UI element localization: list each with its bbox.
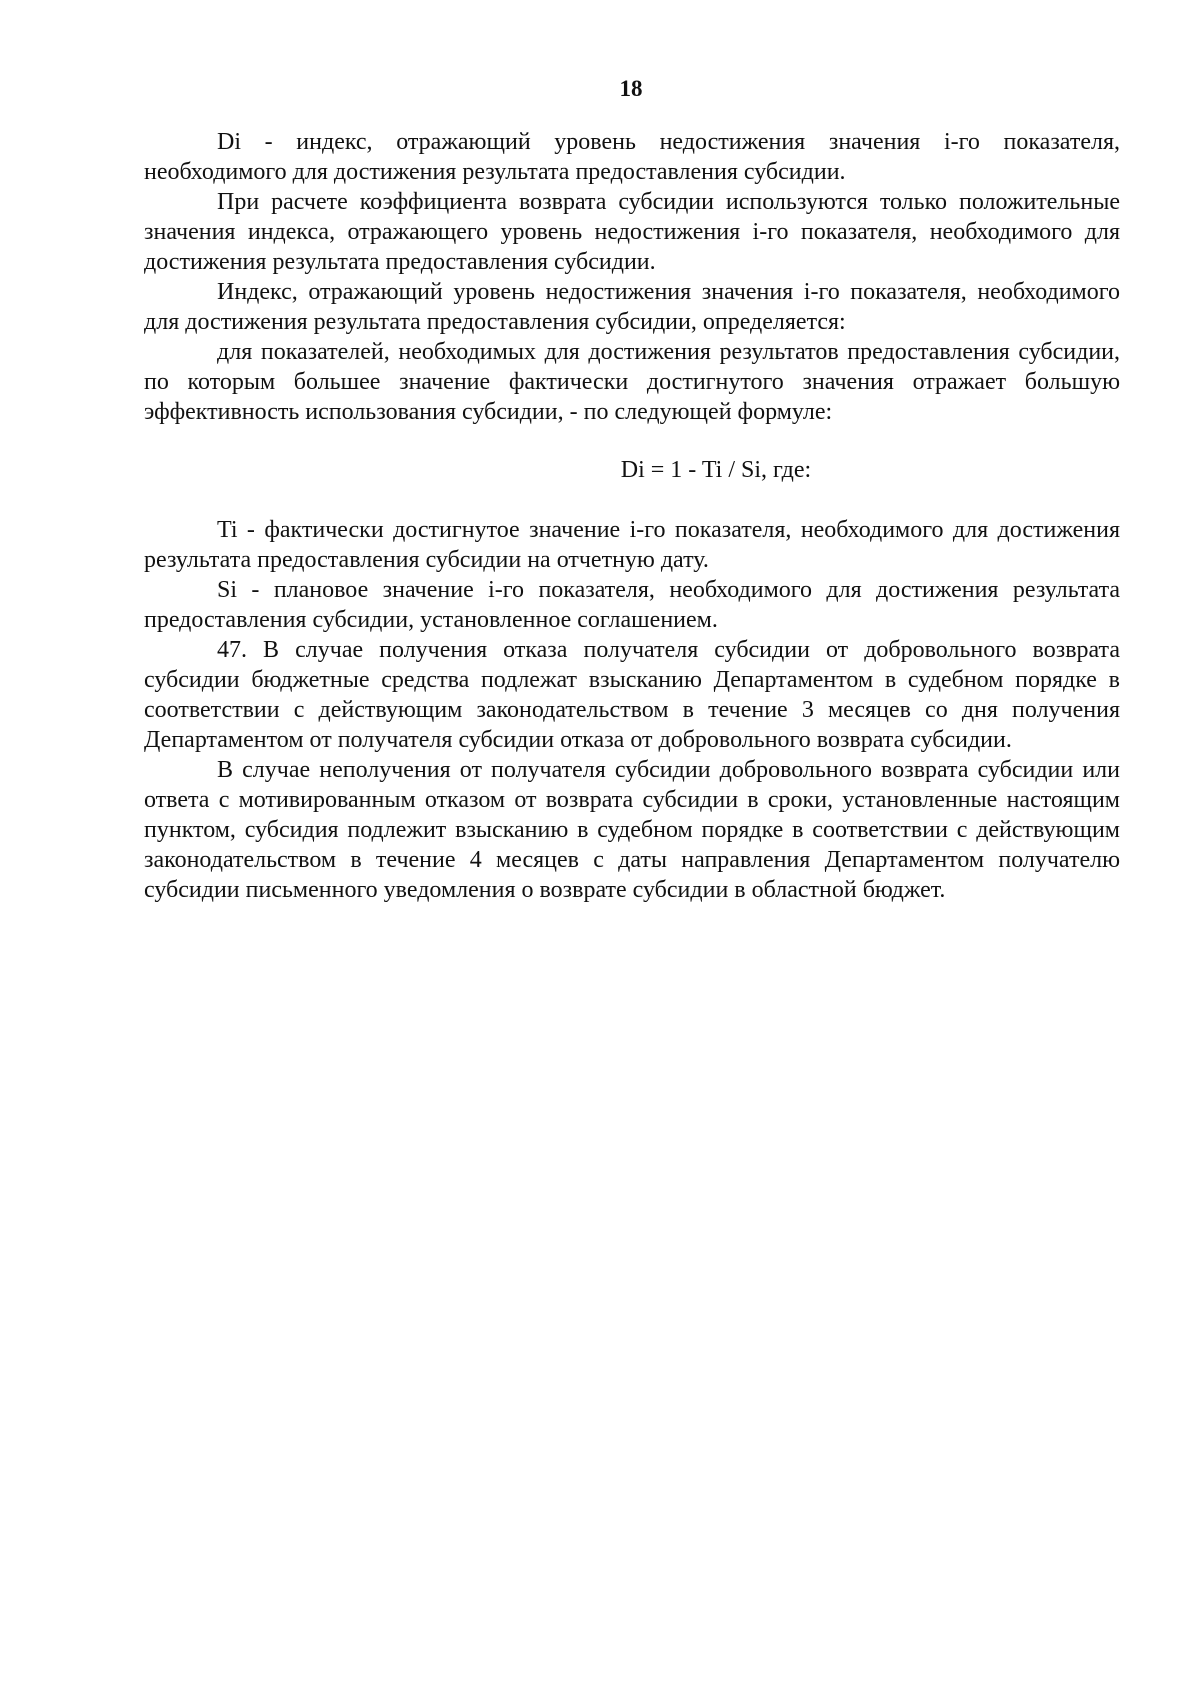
paragraph-index-determination: Индекс, отражающий уровень недостижения значения i-го показателя, необходимого для достижения результата предоставления субсидии, определяется: bbox=[144, 279, 1120, 335]
paragraph-di-definition: Di - индекс, отражающий уровень недостижения значения i-го показателя, необходимого для достижения результата предоставления субсидии. bbox=[144, 129, 1120, 185]
paragraph-clause-47: 47. В случае получения отказа получателя субсидии от добровольного возврата субсидии бюджетные средства подлежат взысканию Департаментом в судебном порядке в соответствии с действующим законодательством в течение 3 месяцев со дня получения Департаментом от получателя субсидии отказа от добровольного возврата субсидии. bbox=[144, 637, 1120, 753]
paragraph-formula-intro: для показателей, необходимых для достижения результатов предоставления субсидии, по которым большее значение фактически достигнутого значения отражает большую эффективность использования субсидии, - по следующей формуле: bbox=[144, 339, 1120, 425]
document-body bbox=[144, 127, 1120, 905]
paragraph-ti-definition: Ti - фактически достигнутое значение i-го показателя, необходимого для достижения результата предоставления субсидии на отчетную дату. bbox=[144, 517, 1120, 573]
page-number: 18 bbox=[619, 76, 643, 101]
paragraph-non-receipt: В случае неполучения от получателя субсидии добровольного возврата субсидии или ответа с мотивированным отказом от возврата субсидии в сроки, установленные настоящим пунктом, субсидия подлежит взысканию в судебном порядке в соответствии с действующим законодательством в течение 4 месяцев с даты направления Департаментом получателю субсидии письменного уведомления о возврате субсидии в областной бюджет. bbox=[144, 757, 1120, 903]
formula: Di = 1 - Ti / Si, где: bbox=[620, 457, 812, 483]
paragraph-si-definition: Si - плановое значение i-го показателя, необходимого для достижения результата предоставления субсидии, установленное соглашением. bbox=[144, 577, 1120, 633]
paragraph-positive-values: При расчете коэффициента возврата субсидии используются только положительные значения индекса, отражающего уровень недостижения i-го показателя, необходимого для достижения результата предоставления субсидии. bbox=[144, 189, 1120, 275]
